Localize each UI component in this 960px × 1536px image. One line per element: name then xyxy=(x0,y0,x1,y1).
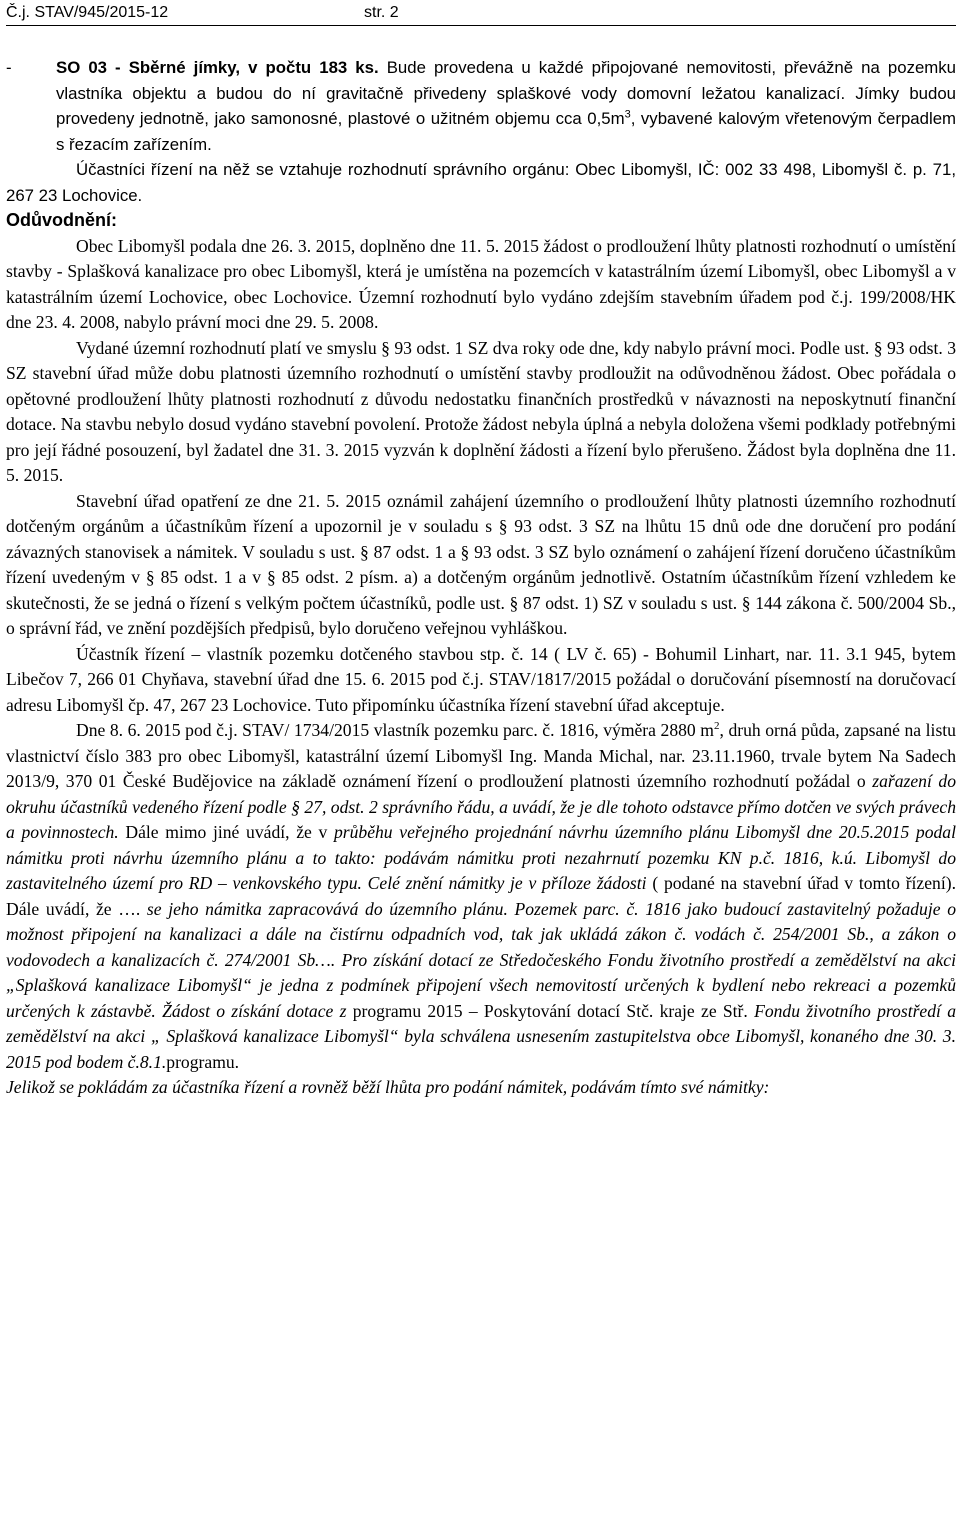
p5-text-e: programu 2015 – Poskytování dotací Stč. kraje ze Stř. xyxy=(346,1000,755,1021)
header-rule xyxy=(6,25,956,26)
p5-italic-1: zařazení do okruhu účastníků vedeného řízení podle § 27, odst. 2 správního řádu, a uvádí, že je dle tohoto odstavce přímo dotčen ve svých právech a povinnostech. xyxy=(6,771,956,842)
p5-superscript: 2 xyxy=(713,720,720,733)
p5-text-f: programu. xyxy=(166,1051,240,1072)
paragraph-2: Vydané územní rozhodnutí platí ve smyslu § 93 odst. 1 SZ dva roky ode dne, kdy nabylo právní moci. Podle ust. § 93 odst. 3 SZ stavební úřad může dobu platnosti územního rozhodnutí o umístění stavby prodloužit na odůvodněnou žádost. Obec pořádala o opětovné prodloužení lhůty platnosti rozhodnutí z důvodu nedostatku finančních prostředků v návaznosti na neposkytnutí finanční dotace. Na stavbu nebylo dosud vydáno stavební povolení. Protože žádost nebyla úplná a nebyla doložena všemi podklady potřebnými pro její řádné posouzení, byl žadatel dne 31. 3. 2015 vyzván k doplnění žádosti a řízení bylo přerušeno. Žádost byla doplněna dne 11. 5. 2015. xyxy=(6,337,956,485)
list-dash: - xyxy=(6,58,12,77)
p6-italic: Jelikož se pokládám za účastníka řízení a rovněž běží lhůta pro podání námitek, podávám tímto své námitky: xyxy=(6,1077,770,1097)
paragraph-4: Účastník řízení – vlastník pozemku dotčeného stavbou stp. č. 14 ( LV č. 65) - Bohumil Linhart, nar. 11. 3.1 945, bytem Libečov 7, 266 01 Chyňava, stavební úřad dne 15. 6. 2015 pod č.j. STAV/1817/2015 požádal o doručování písemností na doručovací adresu Libomyšl čp. 47, 267 23 Lochovice. Tuto připomínku účastníka řízení stavební úřad akceptuje. xyxy=(6,643,956,715)
p5-text-b: , druh orná půda, zapsané na listu vlastnictví číslo 383 pro obec Libomyšl, katastrální území Libomyšl Ing. Manda Michal, nar. 23.11.1960, trvale bytem Na Sadech 2013/9, 370 01 České Budějovice na základě oznámení řízení o prodloužení platnosti územního rozhodnutí požádal o xyxy=(6,720,956,791)
p5-text-a: Dne 8. 6. 2015 pod č.j. STAV/ 1734/2015 vlastník pozemku parc. č. 1816, výměra 2880 m xyxy=(76,720,714,740)
section-heading: Odůvodnění: xyxy=(6,210,117,230)
item-title: SO 03 - Sběrné jímky, v počtu 183 ks. xyxy=(56,58,379,77)
paragraph-1: Obec Libomyšl podala dne 26. 3. 2015, doplněno dne 11. 5. 2015 žádost o prodloužení lhůty platnosti rozhodnutí o umístění stavby - Splašková kanalizace pro obec Libomyšl, která je umístěna na pozemcích v katastrálním území Libomyšl, obec Libomyšl a v katastrálním území Lochovice, obec Lochovice. Územní rozhodnutí bylo vydáno zdejším stavebním úřadem pod č.j. 199/2008/HK dne 23. 4. 2008, nabylo právní moci dne 29. 5. 2008. xyxy=(6,235,956,332)
p5-italic-4: Fondu životního prostředí a zemědělství na akci „ Splašková kanalizace Libomyšl“ byla schválena usnesením zastupitelstva obce Libomyšl, konaného dne 30. 3. 2015 pod bodem č.8.1. xyxy=(6,1000,956,1072)
item-text: Bude provedena u každé připojované nemovitosti, převážně na pozemku vlastníka objektu a budou do ní gravitačně přivedeny splaškové vody domovní ležatou kanalizací. Jímky budou provedeny jednotně, jako samonosné, plastové o užitném objemu cca 0,5m xyxy=(56,58,956,128)
list-item-text xyxy=(56,55,956,157)
p5-text-c: Dále mimo jiné uvádí, že v xyxy=(118,822,334,842)
page-number: str. 2 xyxy=(364,4,399,21)
paragraph-6 xyxy=(6,1075,956,1101)
participants-paragraph: Účastníci řízení na něž se vztahuje rozhodnutí správního orgánu: Obec Libomyšl, IČ: 002 33 498, Libomyšl č. p. 71, 267 23 Lochovice. xyxy=(6,160,956,205)
list-item-so03 xyxy=(6,55,956,157)
paragraph-5 xyxy=(6,718,956,1075)
p5-italic-2: průběhu veřejného projednání návrhu územního plánu Libomyšl dne 20.5.2015 podal námitku proti návrhu územního plánu a to takto: podávám námitku proti nezahrnutí pozemku KN p.č. 1816, k.ú. Libomyšl do zastavitelného území pro RD – venkovského typu. Celé znění námitky je v příloze žádosti xyxy=(6,822,956,893)
document-body xyxy=(6,55,956,1101)
page-header xyxy=(6,0,956,26)
p5-italic-3: se jeho námitka zapracovává do územního plánu. Pozemek parc. č. 1816 jako budoucí zastavitelný požaduje o možnost připojení na kanalizaci a dále na čistírnu odpadních vod, tak jak ukládá zákon č. vodách č. 254/2001 Sb., a zákon o vodovodech a kanalizacích č. 274/2001 Sb…. Pro získání dotací ze Středočeského Fondu životního prostředí a zemědělství na akci „Splašková kanalizace Libomyšl“ je jedna z podmínek připojení všech nemovitostí určených k bydlení nebo rekreaci a pozemků určených k zástavbě. Žádost o získání dotace z xyxy=(6,898,956,1021)
item-text-end: , vybavené kalovým vřetenovým čerpadlem s řezacím zařízením. xyxy=(56,109,957,154)
paragraph-3: Stavební úřad opatření ze dne 21. 5. 2015 oznámil zahájení územního o prodloužení lhůty platnosti územního rozhodnutí dotčeným orgánům a účastníkům řízení a upozornil je v souladu s § 93 odst. 3 SZ na lhůtu 15 dnů ode dne doručení pro podání závazných stanovisek a námitek. V souladu s ust. § 87 odst. 1 a § 93 odst. 3 SZ bylo oznámení o zahájení řízení doručeno účastníkům řízení uvedeným v § 85 odst. 1 a v § 85 odst. 2 písm. a) a dotčeným orgánům jednotlivě. Ostatním účastníkům řízení vzhledem ke skutečnosti, že se jedná o řízení s velkým počtem účastníků, podle ust. § 87 odst. 1) SZ v souladu s ust. § 144 zákona č. 500/2004 Sb., o správní řád, ve znění pozdějších předpisů, bylo doručeno veřejnou vyhláškou. xyxy=(6,490,956,638)
p5-text-d: ( podané na stavební úřad v tomto řízení). Dále uvádí, že …. xyxy=(6,873,956,919)
item-superscript: 3 xyxy=(624,108,631,121)
reference-number: Č.j. STAV/945/2015-12 xyxy=(6,4,169,21)
